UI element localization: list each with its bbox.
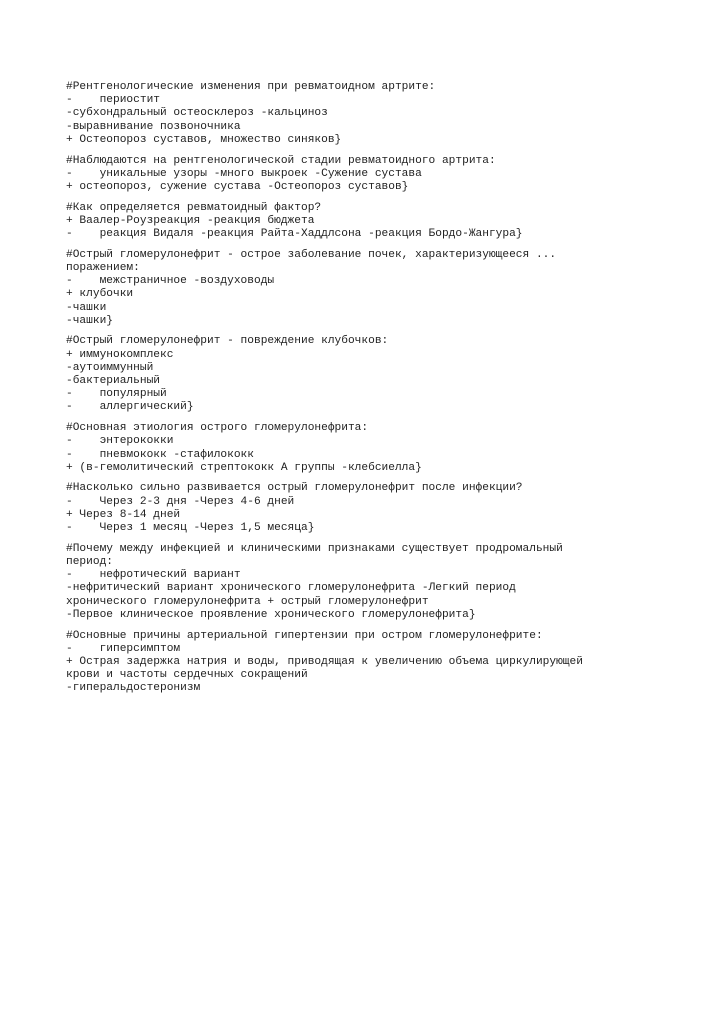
question-title: #Основная этиология острого гломерулонефрита: [66, 422, 369, 435]
answer-line: -субхондральный остеосклероз -кальциноз [66, 107, 328, 120]
answer-line: + Остеопороз суставов, множество синяков} [66, 133, 342, 146]
answer-line: + клубочки [66, 288, 134, 301]
question-block-1 [66, 81, 666, 147]
question-block-5 [66, 335, 666, 414]
answer-line: -гиперальдостеронизм [66, 682, 201, 695]
question-block-9 [66, 630, 666, 696]
answer-line: - уникальные узоры -много выкроек -Сужение сустава [66, 167, 422, 180]
answer-line: + Ваалер-Роузреакция -реакция бюджета [66, 214, 315, 227]
question-title-continued: период: [66, 556, 113, 568]
answer-line: - популярный [66, 388, 167, 401]
answer-line: -нефритический вариант хронического гломерулонефрита -Легкий период [66, 582, 516, 595]
answer-line: -Первое клиническое проявление хронического гломерулонефрита} [66, 608, 476, 621]
answer-line: + иммунокомплекс [66, 348, 174, 361]
answer-line: - аллергический} [66, 401, 194, 414]
question-title: #Наблюдаются на рентгенологической стадии ревматоидного артрита: [66, 154, 496, 167]
question-block-6 [66, 422, 666, 475]
answer-line: хронического гломерулонефрита + острый гломерулонефрит [66, 595, 429, 608]
answer-line: - межстраничное -воздуховоды [66, 275, 275, 288]
answer-line: -бактериальный [66, 375, 160, 388]
question-block-4 [66, 249, 666, 328]
question-title: #Рентгенологические изменения при ревматоидном артрите: [66, 81, 436, 93]
question-block-8 [66, 543, 666, 622]
question-block-7 [66, 482, 666, 535]
question-title: #Острый гломерулонефрит - повреждение клубочков: [66, 335, 389, 348]
answer-line: + (в-гемолитический стрептококк А группы -клебсиелла} [66, 461, 422, 474]
answer-line: - Через 2-3 дня -Через 4-6 дней [66, 495, 295, 508]
answer-line: -выравнивание позвоночника [66, 120, 241, 133]
question-block-2 [66, 155, 666, 195]
question-title-continued: поражением: [66, 261, 140, 274]
document-page [66, 81, 666, 703]
answer-line: + остеопороз, сужение сустава -Остеопороз суставов} [66, 180, 409, 193]
question-title: #Насколько сильно развивается острый гломерулонефрит после инфекции? [66, 482, 523, 495]
question-title: #Как определяется ревматоидный фактор? [66, 201, 322, 214]
answer-line: -чашки} [66, 314, 113, 327]
answer-line: -чашки [66, 301, 107, 314]
answer-line: - пневмококк -стафилококк [66, 448, 254, 461]
answer-line: -аутоиммунный [66, 361, 154, 374]
answer-line: - периостит [66, 94, 160, 107]
question-title: #Основные причины артериальной гипертензии при остром гломерулонефрите: [66, 629, 543, 642]
answer-line: крови и частоты сердечных сокращений [66, 669, 308, 682]
answer-line: + Через 8-14 дней [66, 508, 181, 521]
answer-line: - энтерококки [66, 435, 174, 448]
answer-line: + Острая задержка натрия и воды, приводящая к увеличению объема циркулирующей [66, 655, 583, 668]
question-block-3 [66, 202, 666, 242]
answer-line: - реакция Видаля -реакция Райта-Хаддлсона -реакция Бордо-Жангура} [66, 228, 523, 241]
answer-line: - Через 1 месяц -Через 1,5 месяца} [66, 522, 315, 535]
answer-line: - гиперсимптом [66, 642, 181, 655]
question-title: #Острый гломерулонефрит - острое заболевание почек, характеризующееся ... [66, 248, 557, 261]
answer-line: - нефротический вариант [66, 569, 241, 582]
question-title: #Почему между инфекцией и клиническими признаками существует продромальный [66, 542, 563, 555]
